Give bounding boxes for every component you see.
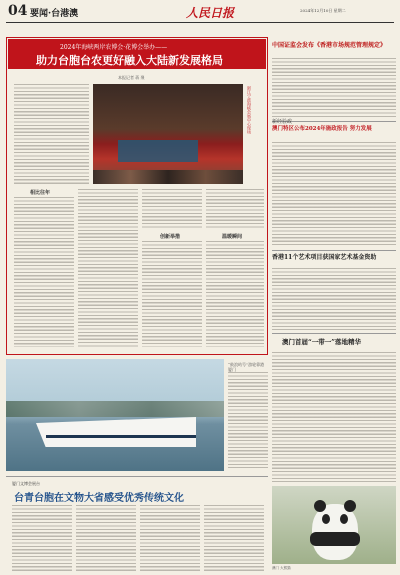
- panda-arms: [310, 532, 360, 546]
- bottom-col2: [76, 505, 136, 571]
- ship-island: [6, 401, 224, 417]
- right-text-2: [272, 142, 396, 247]
- right-headline-3: 新经验政: [272, 119, 293, 125]
- subhead-3: 温暖瞬间: [222, 234, 243, 240]
- photo-expo-hall: [93, 84, 243, 184]
- right-text-3: [272, 268, 396, 330]
- bottom-col3: [140, 505, 200, 571]
- lead-byline: 本报记者 蒋 聚: [118, 75, 145, 80]
- lead-col1: [14, 197, 74, 347]
- lead-kicker: 2024年海峡两岸农博会·花博会举办——: [60, 44, 168, 51]
- photo1-caption: 浙江宁波海峡会展中心现场: [247, 86, 252, 134]
- lead-col3b: [142, 241, 202, 347]
- right-headline-1: 中国证监会发布《香港市场规范管理规定》: [272, 42, 387, 49]
- right-headline-4: 香港11个艺术项目获国家艺术基金资助: [272, 254, 377, 261]
- right-text-1: [272, 58, 396, 118]
- right-rule-2: [272, 250, 396, 251]
- right-headline-5: 澳门首届“一带一”落地精华: [282, 338, 361, 346]
- photo-panda: [272, 486, 396, 564]
- lead-intro-text: [14, 84, 89, 184]
- panda-ear-left: [314, 500, 326, 512]
- lead-title: 助力台胞台农更好融入大陆新发展格局: [36, 54, 223, 67]
- right-headline-2: 澳门特区公布2024年施政报告 努力发展: [272, 126, 372, 132]
- photo1-banner: [118, 140, 198, 162]
- panda-ear-right: [344, 500, 356, 512]
- page-number: 04: [8, 3, 28, 19]
- lead-col4: [206, 189, 264, 229]
- lead-col4b: [206, 241, 264, 347]
- date-line: 2024年12月10日 星期二: [300, 8, 346, 13]
- ship-hull: [36, 417, 196, 447]
- right-rule-3: [272, 333, 396, 334]
- lead-col2: [78, 189, 138, 347]
- subhead-2: 创新举措: [160, 234, 181, 240]
- bottom-col1: [12, 505, 72, 571]
- lead-col3: [142, 189, 202, 229]
- bottom-rule: [6, 476, 268, 477]
- photo1-crowd: [93, 170, 243, 184]
- ship-hull-stripe: [46, 435, 196, 438]
- section-name: 要闻·台港澳: [30, 9, 79, 19]
- panda-eye-right: [340, 514, 348, 524]
- photo3-caption: 澳门 大熊猫: [272, 566, 291, 570]
- panda-eye-left: [322, 514, 330, 524]
- right-text-4: [272, 352, 396, 482]
- masthead-rule: [6, 22, 394, 23]
- photo2-caption: “鼓浪屿号”游轮靠港厦门: [228, 362, 265, 372]
- subhead-1: 相比往年: [30, 190, 51, 196]
- bottom-col4: [204, 505, 264, 571]
- masthead: [0, 0, 400, 28]
- bottom-title: 台青台胞在文物大省感受优秀传统文化: [14, 493, 184, 504]
- paper-name: 人民日报: [186, 6, 235, 20]
- bottom-kicker: 厦门文博会展台: [12, 481, 40, 486]
- photo-cruise-ship: [6, 359, 224, 471]
- photo2-caption-text: [228, 372, 268, 468]
